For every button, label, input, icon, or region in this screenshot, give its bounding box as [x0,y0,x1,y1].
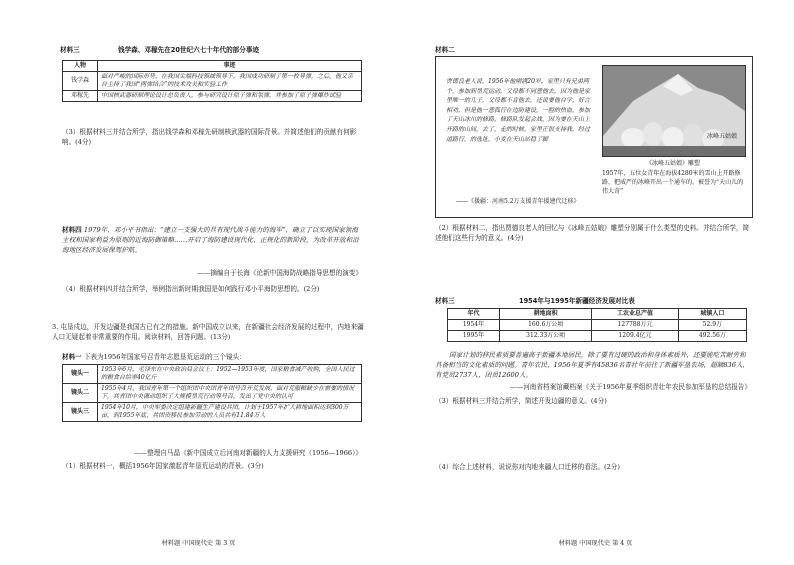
page-4 [397,0,794,565]
material-1 [62,352,362,362]
material-4 [62,225,362,255]
material-4-label: 材料四 [62,226,82,234]
material-4-text: 1979年，邓小平书指出：“建立一支强大的具有现代战斗能力的海军”，确立了以实现国家领海主权和国家利益为原则的近海防御策略……开启了海防建设现代化、正规化的新阶段，为改革开放和沿海地区经济发展保驾护航。 [62,226,359,254]
material-4-source: ——摘编自于长海《论新中国海防战略指导思想的演变》 [197,269,362,277]
material-3-source: ——河南省档案馆藏档案《关于1956年夏季组织青壮年农民参加军垦的总结报告》 [510,383,751,391]
material-1-text: 下表为1956年国家号召青年志愿垦荒运动的三个镜头： [83,353,246,361]
material-3-title: 钱学森、邓稼先在20世纪六七十年代的部分事迹 [118,46,260,54]
page-footer: 材料题 中国现代史 第 3 页 [161,540,236,547]
table-header: 人物 [63,61,98,72]
mountain-image-icon [603,66,745,156]
table-header: 事迹 [98,61,362,72]
material-2-text: 贾德良老人说，1956年他刚满20岁，家里只有兄弟两个，参加到垦荒运动，父母都不同意他去，因为他是家里唯一的儿子，父母都不肯他去，还说要他自学，好言相劝，但是他一意孤行在边防建设，一腔的热血，参加了天山冰川的修路，修路队发起会战，因为要在天山上开路的山间，去了，走的时候，家里正很支持我，经过道路行，的选址，小麦在天山站稳了脚 [446,78,591,143]
table-header: 耕地面积 [500,309,592,320]
table-row: 邓稼先 中国核武器研制理论设计总负责人，参与研究设计原子弹和氢弹，并参加了原子弹爆炸试验 [63,91,362,102]
table-row: 1995年 312.33万公顷 1209.4亿元 492.56万 [448,331,747,342]
question-intro: 3. 屯垦戍边，开发边疆是我国古已有之的措施。新中国成立以来，在新疆社会经济发展的过程中，内地来疆人口无疑起着非常重要的作用。阅读材料，回答问题。(13分) [52,323,364,341]
table-row: 镜头二 1955年4月，我国青年第一个组织团中央团青年团号召开荒发展，面对荒服粮缺少在需要的情况下，共青团中央调动组织了大规模垦荒行动等号召，发出了党中央的认可 [63,384,362,403]
material-3-label: 材料三 [435,297,455,305]
material-2-label: 材料二 [435,46,455,54]
material-2-source: ——《援疆：河南5.2万支援青年援建代迁移》 [456,198,580,205]
material-1-source: ——整理自马晶《新中国成立后河南对新疆的人力支援研究（1956—1966）》 [133,449,362,457]
question-1: （1）根据材料一，概括1956年国家激起青年垦荒运动的背景。(3分) [62,462,264,470]
table-row: 1954年 160.6万公顷 127788万元 52.9万 [448,320,747,331]
table-row: 钱学森 面对严峻的国际形势，在我国尖端科技领域领导下，我国成功研制了第一枚导弹，之后，他又亲自主持了我国“两弹结合”的技术攻关和实验工作 [63,72,362,91]
question-4: （4）综合上述材料，说说你对内地来疆人口迁移的看法。(2分) [435,463,620,471]
caption-title: 《冰峰五姑娘》雕塑 [645,160,700,167]
material-3-table [62,60,362,102]
table-header: 年代 [448,309,500,320]
photo-label: 冰峰五姑娘 [706,133,737,140]
table-row: 镜头三 1954年10月，中央军委决定组建新疆生产建设兵团，计划于1957年扩大耕地面积达到300万亩，到1955年底，共团资移民参加劳动的人员共有11.84万人 [63,403,362,422]
question-4: （4）根据材料四并结合所学，举例指出新时期我国是如何践行邓小平海防思想的。(2分) [62,285,320,293]
table-row: 镜头一 1953年6月，毛泽东在中央政治局会议上：1952—1953年度，国家粮食减产收购，全国人民过的粮食自给率40亿斤 [63,365,362,384]
material-1-table [62,364,362,422]
material-1-label: 材料一 [62,353,82,361]
table-header: 工农业总产值 [592,309,678,320]
question-3: （3）根据材料三并结合所学，指出钱学森和邓稼先研制核武器的国际背景。并简述他们的贡献有何影响。(4分) [62,128,357,146]
material-3-label: 材料三 [60,46,80,54]
material-3-title: 1954年与1995年新疆经济发展对比表 [519,297,635,305]
material-3-table [447,308,747,342]
question-2: （2）根据材料二，指出贾德良老人的回忆与《冰峰五姑娘》雕塑分别属于什么类型的史料。并结合所学，简述他们这些行为的意义。(4分) [435,224,750,242]
material-2-box [435,56,753,218]
table-header: 城镇人口 [678,309,746,320]
page-footer: 材料题 中国现代史 第 4 页 [558,540,633,547]
material-3-text: 国家计划的移民素质要普遍高于新疆本地居民，除了要有过硬的政治和身体素质外，还要能吃苦耐劳和具备相当的文化素质的问题。青年农民，1956年夏季有45836名青壮年前往了新疆军垦农场，超额836人，有党员2737人，团员12600人。 [435,351,750,379]
sculpture-photo [602,65,746,157]
caption-text: 1957年，五位女青年在海拔4280米的雪山上开路修路，把威严的冰峰开出一个通车的，被誉为“天山儿的伟大奇” [602,170,744,195]
question-3: （3）根据材料三并结合所学，简述开发边疆的意义。(4分) [435,397,607,405]
